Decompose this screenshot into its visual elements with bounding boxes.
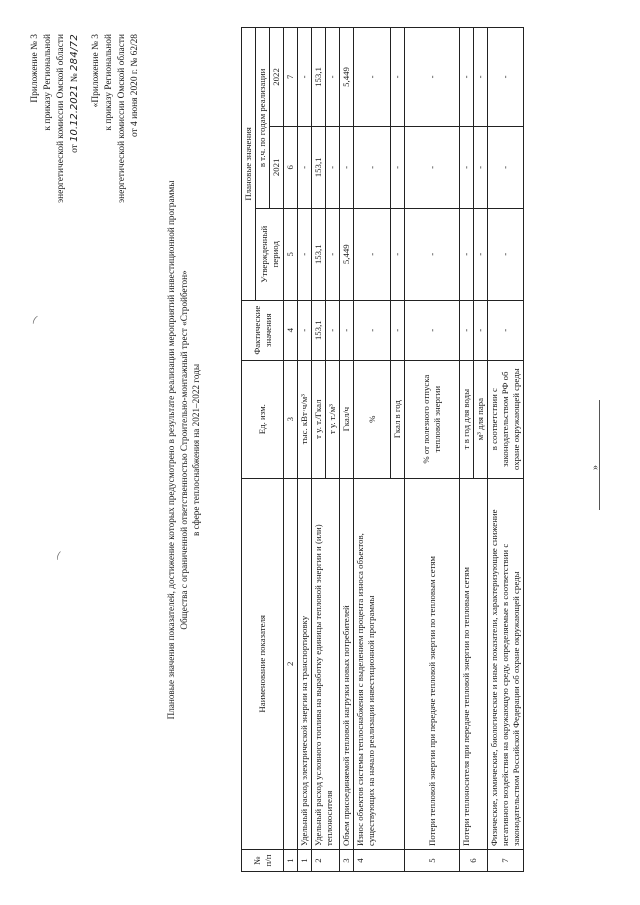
row-actual: - bbox=[391, 300, 405, 360]
table-row bbox=[488, 28, 524, 872]
title-line-1: Плановые значения показателей, достижение которых предусмотрено в результате реализации мероприятий инвестиционной программы bbox=[166, 180, 176, 720]
row-actual: - bbox=[354, 300, 391, 360]
indicators-table bbox=[241, 27, 524, 872]
index-cell: 6 bbox=[284, 126, 298, 208]
row-unit: % от полезного отпуска тепловой энергии bbox=[405, 360, 460, 478]
row-unit: % bbox=[354, 360, 391, 478]
row-approved: - bbox=[488, 208, 524, 300]
row-2021: 153,1 bbox=[312, 126, 326, 208]
row-name: Износ объектов системы теплоснабжения с выделением процента износа объектов, существующих на начало реализации инвестиционной программы bbox=[354, 478, 405, 849]
row-num: 6 bbox=[460, 850, 488, 872]
row-name: Потери тепловой энергии при передаче тепловой энергии по тепловым сетям bbox=[405, 478, 460, 849]
row-actual: - bbox=[460, 300, 474, 360]
row-approved: 153,1 bbox=[312, 208, 326, 300]
appendix-header bbox=[29, 34, 142, 279]
row-2022: - bbox=[474, 28, 488, 127]
title-line-2: Общества с ограниченной ответственностью Строительно-монтажный трест «Стройбетон» bbox=[178, 270, 189, 630]
appendix-line-4 bbox=[68, 34, 82, 279]
index-cell: 3 bbox=[284, 360, 298, 478]
row-num: 3 bbox=[340, 850, 354, 872]
row-approved: - bbox=[474, 208, 488, 300]
table-row bbox=[405, 28, 460, 872]
row-approved: - bbox=[391, 208, 405, 300]
row-2022: - bbox=[488, 28, 524, 127]
row-2021: - bbox=[474, 126, 488, 208]
row-num: 5 bbox=[405, 850, 460, 872]
row-approved: - bbox=[298, 208, 312, 300]
col-header-2022: 2022 bbox=[270, 28, 284, 127]
row-2022: - bbox=[460, 28, 474, 127]
row-approved: 5,449 bbox=[340, 208, 354, 300]
row-2021: - bbox=[391, 126, 405, 208]
index-cell: 2 bbox=[284, 478, 298, 849]
row-num: 1 bbox=[298, 850, 312, 872]
row-unit: тыс. кВт·ч/м³ bbox=[298, 360, 312, 478]
table-row bbox=[354, 28, 391, 872]
table-row bbox=[312, 28, 326, 872]
col-header-planned: Плановые значения bbox=[242, 28, 256, 301]
row-2022: - bbox=[326, 28, 340, 127]
closing-line bbox=[599, 400, 600, 510]
appendix-line-2: к приказу Региональной bbox=[43, 34, 53, 131]
index-cell: 4 bbox=[284, 300, 298, 360]
row-2021: - bbox=[460, 126, 474, 208]
appendix-line-8: от 4 июня 2020 г. № 62/28 bbox=[130, 34, 140, 137]
col-header-by-years: в т.ч. по годам реализации bbox=[256, 28, 270, 209]
row-name: Удельный расход электрической энергии на транспортировку bbox=[298, 478, 312, 849]
row-unit: в соответствии с законодательством РФ об охране окружающей среды bbox=[488, 360, 524, 478]
row-unit: т в год для воды bbox=[460, 360, 474, 478]
index-row bbox=[284, 28, 298, 872]
row-actual: 153,1 bbox=[312, 300, 326, 360]
row-approved: - bbox=[460, 208, 474, 300]
index-cell: 7 bbox=[284, 28, 298, 127]
row-2022: 5,449 bbox=[340, 28, 354, 127]
row-approved: - bbox=[326, 208, 340, 300]
row-2022: - bbox=[298, 28, 312, 127]
table-row bbox=[460, 28, 474, 872]
table-row bbox=[298, 28, 312, 872]
scan-mark-1: ⁀ bbox=[33, 316, 47, 329]
col-header-actual: Фактические значения bbox=[242, 300, 284, 360]
row-unit: т у. т./Гкал bbox=[312, 360, 326, 478]
col-header-name: Наименование показателя bbox=[242, 478, 284, 849]
rotated-content bbox=[15, 20, 625, 880]
row-2021: - bbox=[326, 126, 340, 208]
appendix-line-7: энергетической комиссии Омской области bbox=[117, 34, 127, 203]
appendix-date-prefix: от bbox=[70, 144, 80, 153]
appendix-line-5: «Приложение № 3 bbox=[91, 34, 101, 108]
appendix-line-1: Приложение № 3 bbox=[30, 34, 40, 103]
row-num: 7 bbox=[488, 850, 524, 872]
col-header-2021: 2021 bbox=[270, 126, 284, 208]
row-actual: - bbox=[405, 300, 460, 360]
appendix-line-6: к приказу Региональной bbox=[104, 34, 114, 131]
row-num: 2 bbox=[312, 850, 340, 872]
row-2021: - bbox=[405, 126, 460, 208]
row-2021: - bbox=[340, 126, 354, 208]
row-name: Физические, химические, биологические и иные показатели, характеризующие снижение негативного воздействия на окружающую среду, определяемые в соответствии с законодательством Российской Федерации об охране окружающей среды bbox=[488, 478, 524, 849]
appendix-no-label: № bbox=[70, 73, 80, 83]
row-approved: - bbox=[354, 208, 391, 300]
row-actual: - bbox=[298, 300, 312, 360]
appendix-line-3: энергетической комиссии Омской области bbox=[56, 34, 66, 203]
row-2022: - bbox=[391, 28, 405, 127]
row-2022: - bbox=[405, 28, 460, 127]
document-title bbox=[165, 40, 203, 860]
closing-quote: » bbox=[590, 465, 601, 470]
row-name: Объем присоединяемой тепловой нагрузки новых потребителей bbox=[340, 478, 354, 849]
table-row bbox=[340, 28, 354, 872]
col-header-approved: Утвержденный период bbox=[256, 208, 284, 300]
index-cell: 5 bbox=[284, 208, 298, 300]
appendix-number: 284/72 bbox=[69, 34, 80, 71]
row-name: Потери теплоносителя при передаче тепловой энергии по тепловым сетям bbox=[460, 478, 488, 849]
row-actual: - bbox=[326, 300, 340, 360]
row-2021: - bbox=[488, 126, 524, 208]
index-cell: 1 bbox=[284, 850, 298, 872]
title-line-3: в сфере теплоснабжения на 2021–2022 годы bbox=[191, 363, 201, 537]
row-approved: - bbox=[405, 208, 460, 300]
col-header-num: № п/п bbox=[242, 850, 284, 872]
col-header-unit: Ед. изм. bbox=[242, 360, 284, 478]
row-actual: - bbox=[474, 300, 488, 360]
row-2022: 153,1 bbox=[312, 28, 326, 127]
row-num: 4 bbox=[354, 850, 405, 872]
appendix-date: 10.12.2021 bbox=[69, 84, 80, 142]
row-2022: - bbox=[354, 28, 391, 127]
row-name: Удельный расход условного топлива на выработку единицы тепловой энергии и (или) теплоносителя bbox=[312, 478, 340, 849]
row-actual: - bbox=[340, 300, 354, 360]
header-row-1 bbox=[242, 28, 256, 872]
row-2021: - bbox=[354, 126, 391, 208]
row-unit: Гкал/ч bbox=[340, 360, 354, 478]
row-2021: - bbox=[298, 126, 312, 208]
row-unit: т у. т./м³ bbox=[326, 360, 340, 478]
row-unit: Гкал в год bbox=[391, 360, 405, 478]
scan-mark-2: ⁀ bbox=[57, 551, 71, 564]
row-unit: м³ для пара bbox=[474, 360, 488, 478]
row-actual: - bbox=[488, 300, 524, 360]
